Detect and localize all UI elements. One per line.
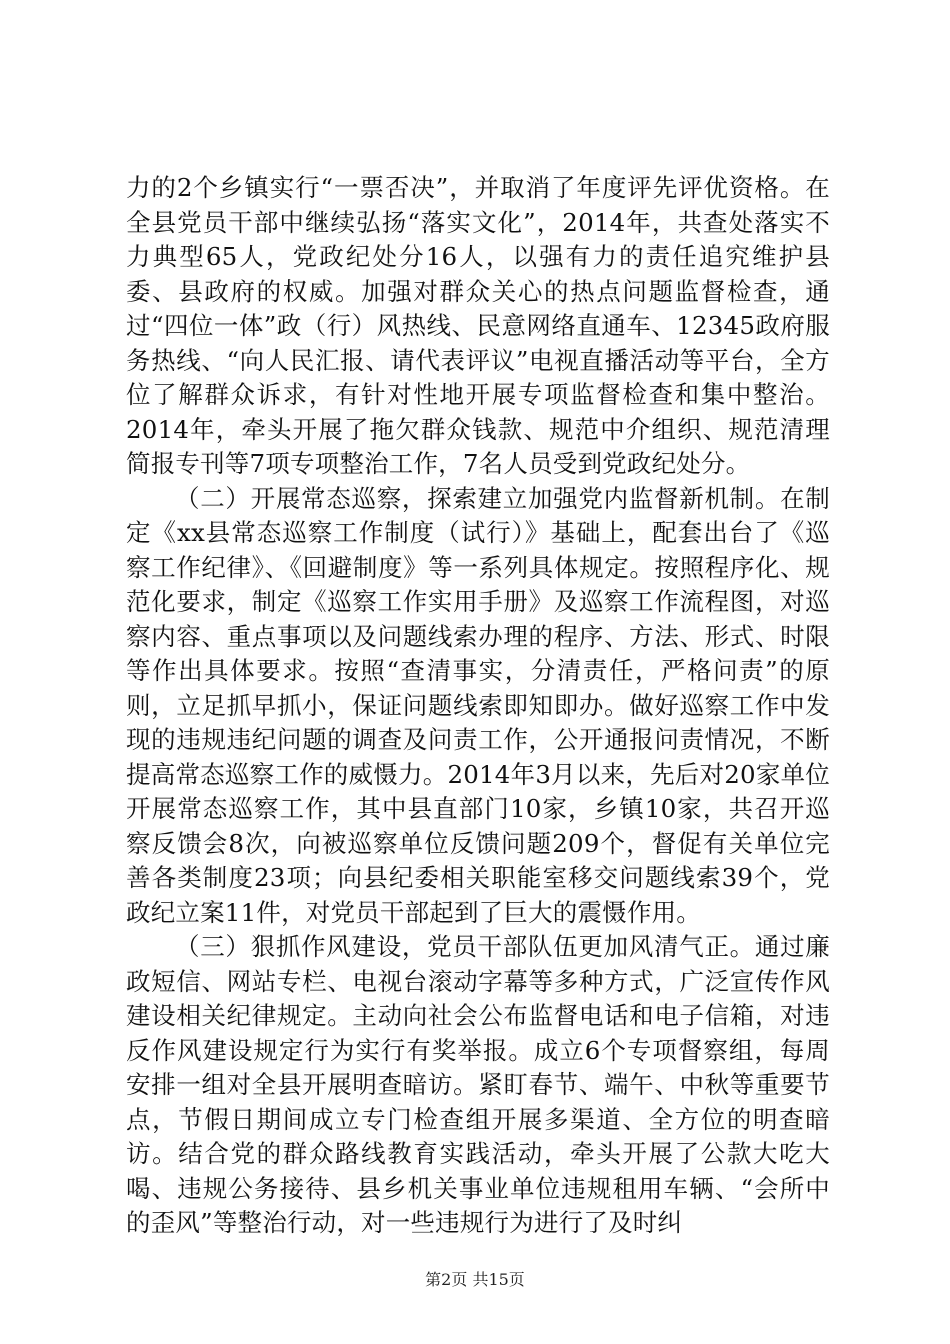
paragraph-2: （二）开展常态巡察，探索建立加强党内监督新机制。在制定《xx县常态巡察工作制度（试行）》基础上，配套出台了《巡察工作纪律》、《回避制度》等一系列具体规定。按照程序化、规范化要求，制定《巡察工作实用手册》及巡察工作流程图，对巡察内容、重点事项以及问题线索办理的程序、方法、形式、时限等作出具体要求。按照“查清事实，分清责任，严格问责”的原则，立足抓早抓小，保证问题线索即知即办。做好巡察工作中发现的违规违纪问题的调查及问责工作，公开通报问责情况，不断提高常态巡察工作的威慑力。2014年3月以来，先后对20家单位开展常态巡察工作，其中县直部门10家，乡镇10家，共召开巡察反馈会8次，向被巡察单位反馈问题209个，督促有关单位完善各类制度23项；向县纪委相关职能室移交问题线索39个，党政纪立案11件，对党员干部起到了巨大的震慑作用。 bbox=[126, 483, 830, 927]
document-body bbox=[126, 171, 830, 1241]
paragraph-1: 力的2个乡镇实行“一票否决”，并取消了年度评先评优资格。在全县党员干部中继续弘扬“落实文化”，2014年，共查处落实不力典型65人，党政纪处分16人，以强有力的责任追究维护县委、县政府的权威。加强对群众关心的热点问题监督检查，通过“四位一体”政（行）风热线、民意网络直通车、12345政府服务热线、“向人民汇报、请代表评议”电视直播活动等平台，全方位了解群众诉求，有针对性地开展专项监督检查和集中整治。2014年，牵头开展了拖欠群众钱款、规范中介组织、规范清理简报专刊等7项专项整治工作，7名人员受到党政纪处分。 bbox=[126, 173, 830, 478]
paragraph-3: （三）狠抓作风建设，党员干部队伍更加风清气正。通过廉政短信、网站专栏、电视台滚动字幕等多种方式，广泛宣传作风建设相关纪律规定。主动向社会公布监督电话和电子信箱，对违反作风建设规定行为实行有奖举报。成立6个专项督察组，每周安排一组对全县开展明查暗访。紧盯春节、端午、中秋等重要节点，节假日期间成立专门检查组开展多渠道、全方位的明查暗访。结合党的群众路线教育实践活动，牵头开展了公款大吃大喝、违规公务接待、县乡机关事业单位违规租用车辆、“会所中的歪风”等整治行动，对一些违规行为进行了及时纠 bbox=[126, 932, 830, 1237]
page-number-footer: 第2页 共15页 bbox=[425, 1270, 525, 1289]
